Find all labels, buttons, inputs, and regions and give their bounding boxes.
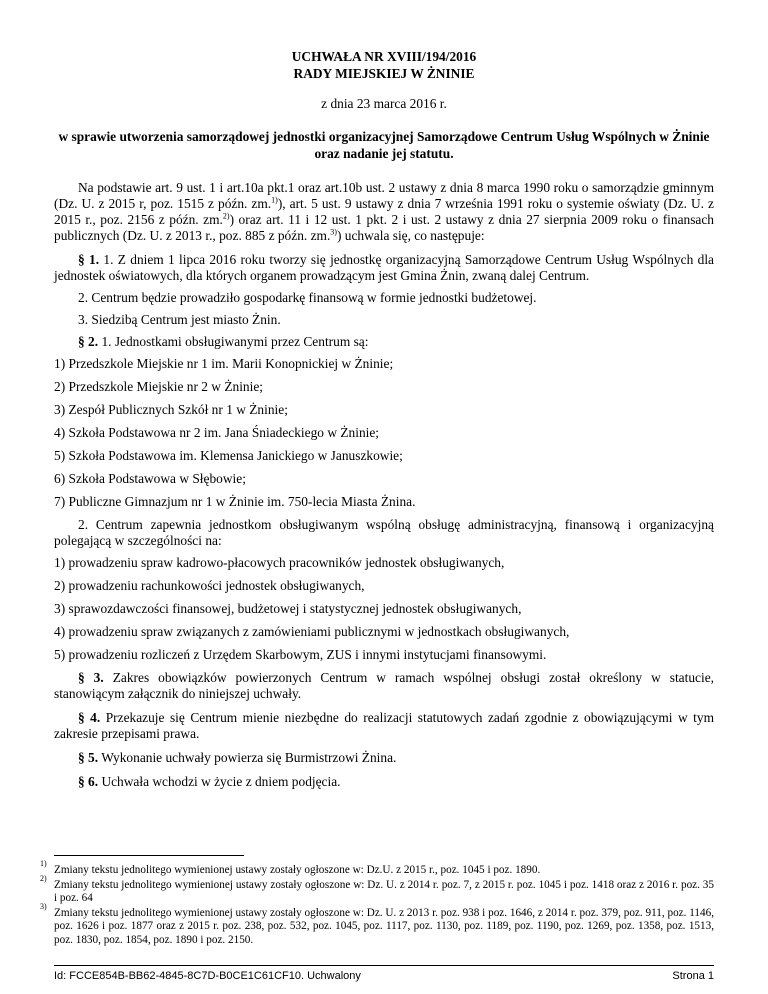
footnote-ref-1[interactable]: 1) [271, 195, 278, 205]
section-2-para-1: § 2. 1. Jednostkami obsługiwanymi przez Centrum są: [78, 334, 369, 349]
section-1-label: § 1. [78, 252, 100, 267]
page-number: Strona 1 [672, 970, 714, 982]
council-name: RADY MIEJSKIEJ W ŻNINIE [293, 66, 475, 81]
resolution-subject: w sprawie utworzenia samorządowej jednostki organizacyjnej Samorządowe Centrum Usług Wspólnych w Żninie oraz nadanie jej statutu. [58, 129, 710, 161]
list-item: 2) Przedszkole Miejskie nr 2 w Żninie; [54, 379, 263, 394]
preamble: Na podstawie art. 9 ust. 1 i art.10a pkt.1 oraz art.10b ust. 2 ustawy z dnia 8 marca 1990 roku o samorządzie gminnym (Dz. U. z 2015 r, poz. 1515 z późn. zm.$^{1)}$), art. 5 ust. 9 ustawy z dnia 7 września 1991 roku o systemie oświaty (Dz. U. z 2015 r., poz. 2156 z późn. zm.$^{2)}$) oraz art. 11 i 12 ust. 1 pkt. 2 i ust. 2 ustawy z dnia 27 sierpnia 2009 roku o finansach publicznych (Dz. U. z 2013 r., poz. 885 z późn. zm.$^{3)}$) uchwala się, co następuje: [54, 180, 714, 243]
resolution-body [54, 180, 714, 796]
document-id: Id: FCCE854B-BB62-4845-8C7D-B0CE1C61CF10. Uchwalony [54, 970, 361, 982]
section-4-label: § 4. [78, 710, 101, 725]
list-item: 7) Publiczne Gimnazjum nr 1 w Żninie im. 750-lecia Miasta Żnina. [54, 494, 416, 509]
list-item: 6) Szkoła Podstawowa w Słębowie; [54, 471, 246, 486]
section-5: § 5. Wykonanie uchwały powierza się Burmistrzowi Żnina. [78, 750, 397, 765]
section-5-label: § 5. [78, 750, 99, 765]
section-6-label: § 6. [78, 774, 99, 789]
footnote: 3) Zmiany tekstu jednolitego wymienionej ustawy zostały ogłoszone w: Dz. U. z 2013 r. poz. 938 i poz. 1646, z 2014 r. poz. 379, poz. 911, poz. 1146, poz. 1626 i poz. 1877 oraz z 2015 r. poz. 238, poz. 532, poz. 1045, poz. 1117, poz. 1130, poz. 1189, poz. 1190, poz. 1269, poz. 1358, poz. 1513, poz. 1830, poz. 1854, poz. 1890 i poz. 2150. [40, 902, 714, 946]
footer-divider [54, 965, 714, 966]
section-4: § 4. Przekazuje się Centrum mienie niezbędne do realizacji statutowych zadań zgodnie z obowiązującymi w tym zakresie przepisami prawa. [54, 710, 714, 741]
document-page [40, 0, 714, 994]
list-item: 4) Szkoła Podstawowa nr 2 im. Jana Śniadeckiego w Żninie; [54, 425, 380, 440]
section-2-para-2: 2. Centrum zapewnia jednostkom obsługiwanym wspólną obsługę administracyjną, finansową i organizacyjną polegającą w szczególności na: [54, 517, 714, 548]
resolution-number: UCHWAŁA NR XVIII/194/2016 [291, 49, 477, 64]
footnote-ref-2[interactable]: 2) [222, 211, 230, 221]
section-3: § 3. Zakres obowiązków powierzonych Centrum w ramach wspólnej obsługi został określony w statucie, stanowiącym załącznik do niniejszej uchwały. [54, 670, 714, 701]
footnote: 1) Zmiany tekstu jednolitego wymienionej ustawy zostały ogłoszone w: Dz.U. z 2015 r., poz. 1045 i poz. 1890. [40, 859, 541, 876]
list-item: 5) prowadzeniu rozliczeń z Urzędem Skarbowym, ZUS i innymi instytucjami finansowymi. [54, 647, 547, 662]
list-item: 3) Zespół Publicznych Szkół nr 1 w Żninie; [54, 402, 288, 417]
section-6: § 6. Uchwała wchodzi w życie z dniem podjęcia. [78, 774, 341, 789]
section-1-para-1: § 1. 1. Z dniem 1 lipca 2016 roku tworzy się jednostkę organizacyjną Samorządowe Centrum Usług Wspólnych dla jednostek oświatowych, dla których organem prowadzącym jest Gmina Żnin, zwaną dalej Centrum. [54, 252, 714, 283]
list-item: 4) prowadzeniu spraw związanych z zamówieniami publicznymi w jednostkach obsługiwanych, [54, 624, 570, 639]
section-3-label: § 3. [78, 670, 104, 685]
section-1-para-3: 3. Siedzibą Centrum jest miasto Żnin. [78, 312, 281, 327]
footnote-ref-3[interactable]: 3) [330, 227, 337, 237]
list-item: 2) prowadzeniu rachunkowości jednostek obsługiwanych, [54, 578, 365, 593]
footnote-divider [54, 855, 244, 856]
section-2-label: § 2. [78, 334, 99, 349]
resolution-date: z dnia 23 marca 2016 r. [321, 96, 447, 111]
list-item: 1) Przedszkole Miejskie nr 1 im. Marii Konopnickiej w Żninie; [54, 356, 394, 371]
list-item: 1) prowadzeniu spraw kadrowo-płacowych pracowników jednostek obsługiwanych, [54, 555, 505, 570]
list-item: 5) Szkoła Podstawowa im. Klemensa Janickiego w Januszkowie; [54, 448, 403, 463]
list-item: 3) sprawozdawczości finansowej, budżetowej i statystycznej jednostek obsługiwanych, [54, 601, 522, 616]
footnote: 2) Zmiany tekstu jednolitego wymienionej ustawy zostały ogłoszone w: Dz. U. z 2014 r. poz. 7, z 2015 r. poz. 1045 i poz. 1418 oraz z 2016 r. poz. 35 i poz. 64 [40, 874, 714, 905]
section-1-para-2: 2. Centrum będzie prowadziło gospodarkę finansową w formie jednostki budżetowej. [78, 290, 537, 305]
